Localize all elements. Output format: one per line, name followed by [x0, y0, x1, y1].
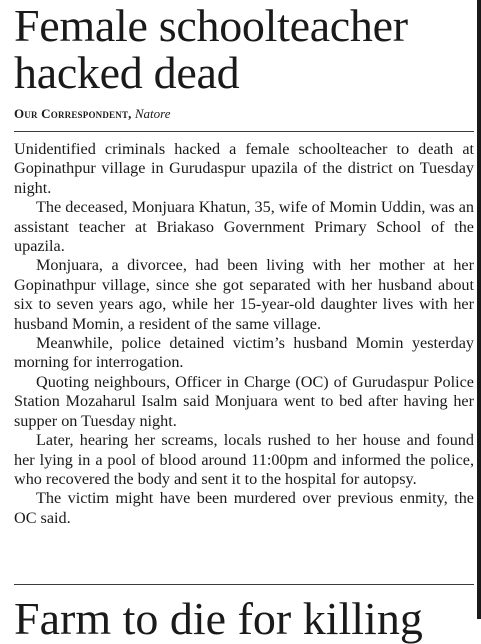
article-paragraph: Quoting neighbours, Officer in Charge (OC) of Gurudaspur Police Station Mozaharul Isalm said Monjuara went to bed after having her supper on Tuesday night. [14, 372, 474, 430]
article-headline: Female schoolteacher hacked dead [14, 0, 408, 98]
article-end-divider [14, 584, 474, 585]
article-paragraph: Later, hearing her screams, locals rushed to her house and found her lying in a pool of blood around 11:00pm and informed the police, who recovered the body and sent it to the hospital for autopsy. [14, 431, 474, 488]
article-paragraph: Meanwhile, police detained victim’s husband Momin yesterday morning for interrogation. [14, 334, 474, 372]
byline-place: Natore [134, 106, 171, 121]
article-paragraph: Monjuara, a divorcee, had been living with her mother at her Gopinathpur village, since she got separated with her husband about six to seven years ago, while her 15-year-old daughter lives with her husband Momin, a resident of the same village. [14, 256, 474, 333]
article-paragraph: The deceased, Monjuara Khatun, 35, wife of Momin Uddin, was an assistant teacher at Briakaso Government Primary School of the upazila. [14, 198, 474, 256]
byline-divider [14, 131, 474, 132]
column-edge-bar [477, 0, 481, 619]
next-article-headline: Farm to die for killing [14, 593, 423, 644]
byline-author: Our Correspondent, [14, 106, 132, 121]
article-body [14, 140, 474, 528]
article-paragraph: Unidentified criminals hacked a female schoolteacher to death at Gopinathpur village in Gurudaspur upazila of the district on Tuesday night. [14, 140, 474, 197]
byline [14, 106, 474, 122]
article [14, 0, 474, 528]
article-paragraph: The victim might have been murdered over previous enmity, the OC said. [14, 489, 474, 527]
